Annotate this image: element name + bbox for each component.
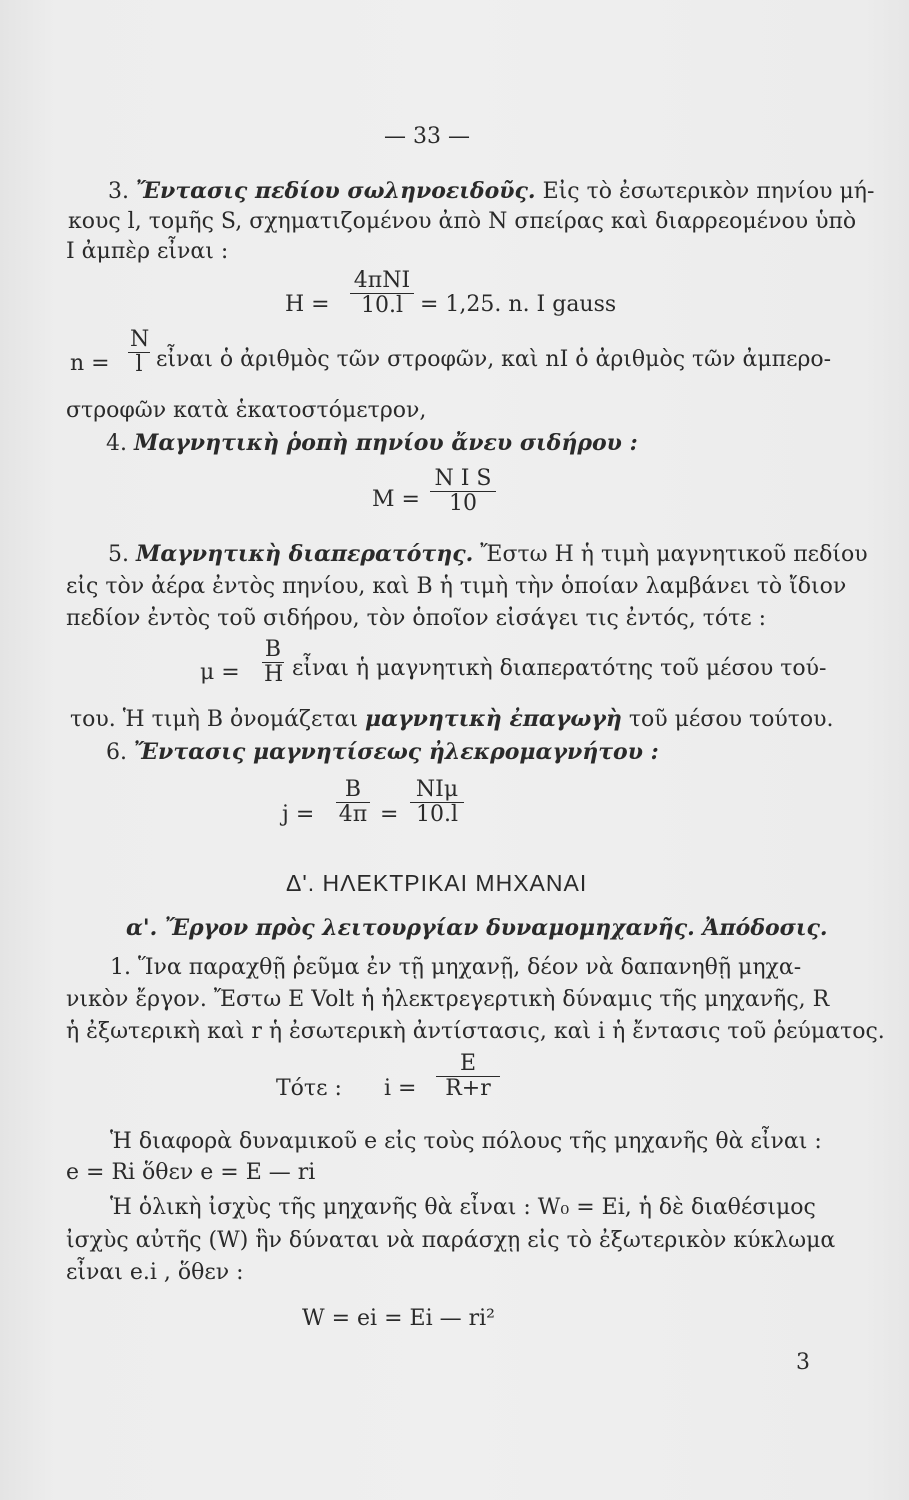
paragraph-line: κους l, τομῆς S, σχηματιζομένου ἀπὸ N σπείρας καὶ διαρρεομένου ὑπὸ (68, 209, 857, 234)
fraction-denominator: 10.l (415, 802, 459, 827)
paragraph-line: ἡ ἐξωτερικὴ καὶ r ἡ ἐσωτερικὴ ἀντίστασις, καὶ i ἡ ἔντασις τοῦ ῥεύματος. (66, 1019, 885, 1044)
equation-operator: = (380, 802, 399, 827)
paragraph-text: Ἵνα παραχθῇ ῥεῦμα ἐν τῇ μηχανῇ, δέον νὰ δαπανηθῇ μηχα- (138, 955, 802, 980)
fraction-m (430, 467, 496, 516)
paragraph-line: ἰσχὺς αὐτῆς (W) ἣν δύναται νὰ παράσχῃ εἰς τὸ ἐξωτερικὸν κύκλωμα (66, 1228, 836, 1253)
paragraph-line: εἶναι ἡ μαγνητικὴ διαπερατότης τοῦ μέσου τού- (292, 656, 827, 681)
paragraph-line: εἰς τὸν ἀέρα ἐντὸς πηνίου, καὶ B ἡ τιμὴ τὴν ὁποίαν λαμβάνει τὸ ἴδιον (66, 574, 847, 599)
fraction-numerator: 4πNI (353, 268, 411, 293)
chapter-subtitle: α'. Ἔργον πρὸς λειτουργίαν δυναμομηχανῆς. Ἀπόδοσις. (126, 915, 828, 941)
section-4-heading-line (106, 430, 638, 457)
section-5-heading-line (108, 541, 868, 568)
paragraph-text: του. Ἡ τιμὴ B ὀνομάζεται (70, 707, 359, 732)
fraction-denominator: l (135, 352, 143, 377)
paragraph-text: Εἰς τὸ ἐσωτερικὸν πηνίου μή- (542, 179, 875, 204)
section-title: Ἔντασις πεδίου σωληνοειδοῦς. (136, 178, 536, 204)
page-number: — 33 — (384, 124, 470, 149)
equation-lhs: j = (282, 802, 315, 827)
equation-label: Τότε : (276, 1076, 342, 1101)
paragraph-line: εἶναι e.i , ὅθεν : (66, 1260, 244, 1285)
paragraph-line: εἶναι ὁ ἀριθμὸς τῶν στροφῶν, καὶ nI ὁ ἀριθμὸς τῶν ἀμπερο- (156, 347, 832, 372)
fraction-denominator: R+r (445, 1076, 491, 1101)
fraction-mu (262, 638, 284, 687)
section-title: Ἔντασις μαγνητίσεως ἠλεκρομαγνήτου : (134, 739, 659, 765)
section-number: 4. (106, 431, 127, 456)
fraction-h (350, 269, 414, 318)
paragraph-text: τοῦ μέσου τούτου. (628, 707, 834, 732)
final-equation: W = ei = Ei — ri² (302, 1306, 495, 1331)
paragraph-line: I ἀμπὲρ εἶναι : (66, 239, 229, 264)
fraction-numerator: B (344, 777, 362, 802)
footer-number: 3 (796, 1350, 810, 1375)
fraction-denominator: 4π (338, 802, 368, 827)
equation-line: e = Ri ὅθεν e = E — ri (66, 1160, 316, 1185)
fraction-n (128, 328, 150, 377)
paragraph-text: Ἔστω H ἡ τιμὴ μαγνητικοῦ πεδίου (480, 542, 868, 567)
fraction-numerator: N (130, 327, 150, 352)
section-3-heading-line (108, 178, 874, 205)
fraction-numerator: NIμ (415, 777, 459, 802)
section-title: Μαγνητικὴ ῥοπὴ πηνίου ἄνευ σιδήρου : (134, 430, 638, 456)
fraction-denominator: 10.l (360, 293, 404, 318)
section-6-heading-line (106, 739, 659, 766)
equation-lhs: i = (384, 1076, 417, 1101)
fraction-j2 (410, 778, 464, 827)
fraction-numerator: E (459, 1051, 477, 1076)
emphasis-text: μαγνητικὴ ἐπαγωγὴ (365, 706, 622, 732)
fraction-numerator: N I S (434, 466, 492, 491)
section-1-line (110, 955, 801, 981)
paragraph-line (70, 706, 834, 733)
paragraph-line: πεδίον ἐντὸς τοῦ σιδήρου, τὸν ὁποῖον εἰσάγει τις ἐντός, τότε : (66, 606, 767, 631)
fraction-j1 (336, 778, 370, 827)
section-number: 6. (106, 740, 127, 765)
section-title: Μαγνητικὴ διαπερατότης. (136, 541, 474, 567)
section-number: 3. (108, 179, 129, 204)
paragraph-line: Ἡ ὁλικὴ ἰσχὺς τῆς μηχανῆς θὰ εἶναι : W₀ = Ei, ἡ δὲ διαθέσιμος (110, 1195, 816, 1220)
paragraph-line: νικὸν ἔργον. Ἔστω E Volt ἡ ἠλεκτρεγερτικὴ δύναμις τῆς μηχανῆς, R (66, 987, 830, 1012)
equation-lhs: H = (285, 292, 330, 317)
fraction-denominator: 10 (449, 491, 477, 516)
fraction-denominator: H (264, 662, 284, 687)
equation-lhs: μ = (200, 660, 240, 685)
fraction-numerator: B (264, 637, 282, 662)
fraction-i (436, 1052, 500, 1101)
equation-rhs: = 1,25. n. I gauss (420, 292, 617, 317)
paragraph-line: στροφῶν κατὰ ἑκατοστόμετρον, (66, 398, 427, 423)
section-number: 5. (108, 542, 129, 567)
section-number: 1. (110, 955, 131, 980)
equation-lhs: n = (70, 351, 110, 376)
chapter-heading: Δ'. ΗΛΕΚΤΡΙΚΑΙ ΜΗΧΑΝΑΙ (286, 870, 588, 896)
paragraph-line: Ἡ διαφορὰ δυναμικοῦ e εἰς τοὺς πόλους τῆς μηχανῆς θὰ εἶναι : (110, 1129, 822, 1154)
equation-lhs: M = (372, 487, 420, 512)
